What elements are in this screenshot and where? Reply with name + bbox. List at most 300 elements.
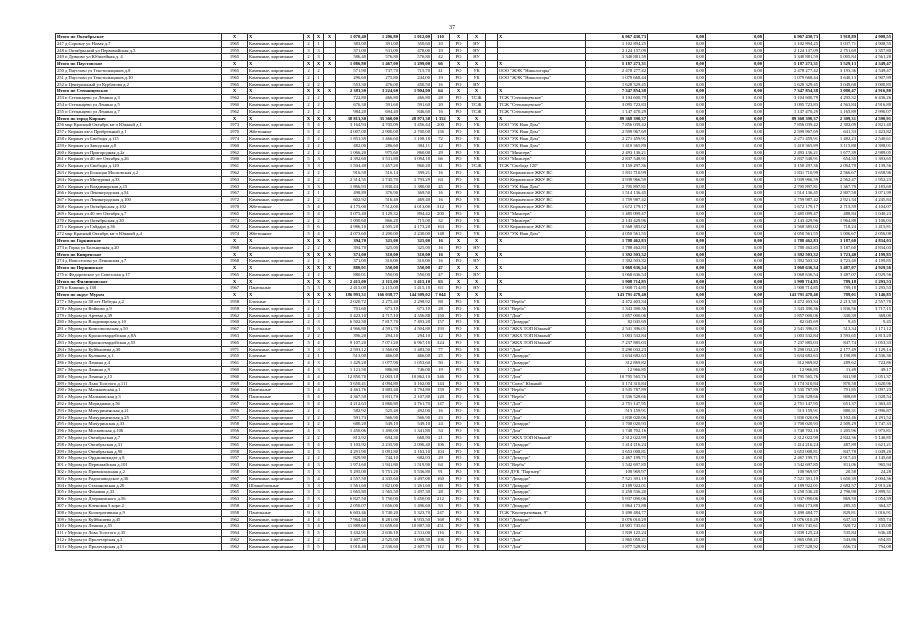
- budget-cost-cell: 0,00: [706, 183, 764, 190]
- total-cost-cell: 7 856 039,42: [586, 122, 648, 129]
- entrances-cell: 2: [314, 502, 324, 509]
- wall-material-cell: Каменные, кирпичные: [248, 339, 304, 346]
- wall-material-cell: Жбетонные: [248, 203, 304, 210]
- wall-material-cell: Каменные, кирпичные: [248, 142, 304, 149]
- entrances-cell: 2: [314, 421, 324, 428]
- year-cell: X: [222, 61, 248, 68]
- wall-material-cell: Каменные, кирпичные: [248, 210, 304, 217]
- owners-cost-cell: 3 095 723,83: [764, 101, 820, 108]
- wall-material-cell: Каменные, кирпичные: [248, 536, 304, 543]
- fund-cost-cell: 0,00: [648, 299, 706, 306]
- blank-cell: [486, 169, 498, 176]
- specific-cost-cell: 3 593,65: [820, 333, 858, 340]
- floors-cell: X: [304, 34, 314, 41]
- table-row: [56, 156, 893, 163]
- specific-cost-cell: 3 115,88: [820, 142, 858, 149]
- specific-cost-cell: 3 529,13: [820, 61, 858, 68]
- blank-cell: [486, 475, 498, 482]
- floors-cell: X: [304, 265, 314, 272]
- limit-cost-cell: 1 135,08: [858, 523, 893, 530]
- management-type-cell: ТСЖ: [468, 163, 486, 170]
- total-area-cell: 4 461,76: [336, 387, 368, 394]
- fund-method-cell: РО: [450, 509, 468, 516]
- wall-material-cell: Каменные, кирпичные: [248, 543, 304, 550]
- year-cell: 1963: [222, 176, 248, 183]
- specific-cost-cell: 2 921,34: [820, 197, 858, 204]
- mark-cell: [324, 129, 336, 136]
- private-area-cell: 566,90: [400, 414, 432, 421]
- fund-cost-cell: 0,00: [648, 197, 706, 204]
- specific-cost-cell: 2 917,43: [820, 455, 858, 462]
- total-cost-cell: 2 271 459,91: [586, 135, 648, 142]
- wall-material-cell: Каменные, кирпичные: [248, 421, 304, 428]
- table-row: [56, 387, 893, 394]
- total-cost-cell: 2 493 136,21: [586, 149, 648, 156]
- owners-cost-cell: 2 705 897,81: [764, 183, 820, 190]
- management-type-cell: ТСЖ: [468, 95, 486, 102]
- floors-cell: 5: [304, 156, 314, 163]
- specific-cost-cell: 920,72: [820, 523, 858, 530]
- management-org-cell: X: [498, 292, 586, 299]
- floors-cell: 2: [304, 149, 314, 156]
- living-area-cell: 325,00: [368, 244, 400, 251]
- table-row: [56, 149, 893, 156]
- mark-cell: [324, 509, 336, 516]
- private-area-cell: 576,80: [400, 54, 432, 61]
- management-org-cell: ООО "ЖЭК "Никологоры": [498, 67, 586, 74]
- floors-cell: X: [304, 237, 314, 244]
- registry-table-body: [56, 34, 893, 551]
- fund-method-cell: РО: [450, 469, 468, 476]
- budget-cost-cell: 0,00: [706, 265, 764, 272]
- blank-cell: [486, 516, 498, 523]
- fund-cost-cell: 0,00: [648, 210, 706, 217]
- fund-method-cell: РО: [450, 74, 468, 81]
- management-org-cell: [498, 81, 586, 88]
- table-row: [56, 163, 893, 170]
- fund-cost-cell: 0,00: [648, 61, 706, 68]
- total-cost-cell: 2 467 199,71: [586, 455, 648, 462]
- address-cell: 257 г Киржач кв-л Прибрежный д.1: [56, 129, 222, 136]
- total-area-cell: 701,60: [336, 305, 368, 312]
- specific-cost-cell: 2 382,09: [820, 122, 858, 129]
- blank-cell: [486, 502, 498, 509]
- total-cost-cell: 1 542 697,85: [586, 462, 648, 469]
- mark-cell: [324, 523, 336, 530]
- management-type-cell: УК: [468, 122, 486, 129]
- private-area-cell: 2 107,80: [400, 394, 432, 401]
- address-cell: 302 г Муром ул Привокзальная д.2: [56, 469, 222, 476]
- wall-material-cell: Каменные, кирпичные: [248, 489, 304, 496]
- owners-cost-cell: 3 104 600,79: [764, 95, 820, 102]
- management-org-cell: ООО Киржачское ЖКУ ВС: [498, 169, 586, 176]
- fund-cost-cell: 0,00: [648, 88, 706, 95]
- residents-cell: 77: [432, 346, 450, 353]
- wall-material-cell: X: [248, 278, 304, 285]
- floors-cell: 5: [304, 339, 314, 346]
- floors-cell: 2: [304, 435, 314, 442]
- management-type-cell: УК: [468, 142, 486, 149]
- table-row: [56, 224, 893, 231]
- fund-method-cell: РО: [450, 502, 468, 509]
- management-type-cell: НУ: [468, 258, 486, 265]
- mark-cell: [324, 441, 336, 448]
- management-org-cell: ООО "Дизарди": [498, 360, 586, 367]
- year-cell: 1965: [222, 489, 248, 496]
- owners-cost-cell: 4 050 561,55: [764, 231, 820, 238]
- fund-cost-cell: 0,00: [648, 101, 706, 108]
- management-org-cell: [498, 40, 586, 47]
- floors-cell: 2: [304, 108, 314, 115]
- living-area-cell: 7 512,00: [368, 203, 400, 210]
- entrances-cell: 2: [314, 142, 324, 149]
- table-row: [56, 516, 893, 523]
- table-row: [56, 326, 893, 333]
- management-org-cell: ООО "Верба": [498, 394, 586, 401]
- management-org-cell: ООО "Дизарди": [498, 516, 586, 523]
- blank-cell: [486, 346, 498, 353]
- residents-cell: 150: [432, 312, 450, 319]
- living-area-cell: 2 275,40: [368, 299, 400, 306]
- limit-cost-cell: 1 293,53: [858, 285, 893, 292]
- fund-cost-cell: 0,00: [648, 441, 706, 448]
- entrances-cell: 4: [314, 441, 324, 448]
- budget-cost-cell: 0,00: [706, 81, 764, 88]
- budget-cost-cell: 0,00: [706, 319, 764, 326]
- mark-cell: X: [324, 251, 336, 258]
- management-type-cell: УК: [468, 496, 486, 503]
- entrances-cell: 2: [314, 81, 324, 88]
- private-area-cell: 846,60: [400, 108, 432, 115]
- fund-method-cell: РО: [450, 428, 468, 435]
- mark-cell: [324, 319, 336, 326]
- blank-cell: [486, 394, 498, 401]
- limit-cost-cell: 4 916,80: [858, 101, 893, 108]
- fund-cost-cell: 0,00: [648, 482, 706, 489]
- total-area-cell: 5 423,10: [336, 312, 368, 319]
- owners-cost-cell: 1 628 329,45: [764, 81, 820, 88]
- address-cell: 276 п Кашино д.138: [56, 285, 222, 292]
- wall-material-cell: Панельные: [248, 509, 304, 516]
- owners-cost-cell: 1 392 503,32: [764, 251, 820, 258]
- management-org-cell: ООО "УК Наш Дом": [498, 122, 586, 129]
- fund-method-cell: РО: [450, 462, 468, 469]
- blank-cell: [486, 462, 498, 469]
- private-area-cell: 1 415,10: [400, 285, 432, 292]
- mark-cell: [324, 516, 336, 523]
- mark-cell: [324, 285, 336, 292]
- wall-material-cell: Каменные, кирпичные: [248, 40, 304, 47]
- wall-material-cell: Блочные: [248, 353, 304, 360]
- owners-cost-cell: 1 414 216,24: [764, 441, 820, 448]
- mark-cell: [324, 530, 336, 537]
- blank-cell: [486, 176, 498, 183]
- private-area-cell: 144 309,02: [400, 292, 432, 299]
- living-area-cell: 737,70: [368, 67, 400, 74]
- total-cost-cell: 1 410 365,89: [586, 142, 648, 149]
- specific-cost-cell: 2 213,30: [820, 299, 858, 306]
- owners-cost-cell: 2 143 429,96: [764, 217, 820, 224]
- management-org-cell: ООО "УК Наш Дом": [498, 183, 586, 190]
- fund-cost-cell: 0,00: [648, 258, 706, 265]
- owners-cost-cell: 1 839 125,24: [764, 530, 820, 537]
- residents-cell: 31: [432, 163, 450, 170]
- entrances-cell: 2: [314, 455, 324, 462]
- residents-cell: 63: [432, 285, 450, 292]
- mark-cell: [324, 163, 336, 170]
- year-cell: 1965: [222, 441, 248, 448]
- floors-cell: 2: [304, 455, 314, 462]
- total-cost-cell: 89 368 390,37: [586, 115, 648, 122]
- wall-material-cell: Каменные, кирпичные: [248, 496, 304, 503]
- limit-cost-cell: 2 056,08: [858, 231, 893, 238]
- address-cell: Итого по Горкинское: [56, 237, 222, 244]
- table-row: [56, 40, 893, 47]
- residents-cell: 23: [432, 414, 450, 421]
- management-type-cell: УК: [468, 326, 486, 333]
- residents-cell: 60: [432, 482, 450, 489]
- owners-cost-cell: 5 937 090,06: [764, 496, 820, 503]
- budget-cost-cell: 0,00: [706, 496, 764, 503]
- mark-cell: [324, 210, 336, 217]
- floors-cell: 3: [304, 47, 314, 54]
- wall-material-cell: Каменные, кирпичные: [248, 190, 304, 197]
- specific-cost-cell: 2 562,47: [820, 176, 858, 183]
- table-row: [56, 455, 893, 462]
- blank-cell: [486, 339, 498, 346]
- fund-method-cell: РО: [450, 489, 468, 496]
- limit-cost-cell: 3 747,33: [858, 421, 893, 428]
- table-row: [56, 509, 893, 516]
- residents-cell: 168: [432, 516, 450, 523]
- table-row: [56, 421, 893, 428]
- entrances-cell: X: [314, 115, 324, 122]
- living-area-cell: 671,10: [368, 305, 400, 312]
- year-cell: 1958: [222, 448, 248, 455]
- total-cost-cell: 1 102 894,25: [586, 40, 648, 47]
- total-area-cell: 591,73: [336, 414, 368, 421]
- year-cell: 1966: [222, 394, 248, 401]
- table-row: [56, 197, 893, 204]
- specific-cost-cell: 3 918,89: [820, 34, 858, 41]
- living-area-cell: 4 094,80: [368, 380, 400, 387]
- entrances-cell: X: [314, 292, 324, 299]
- private-area-cell: 1 497,30: [400, 489, 432, 496]
- year-cell: 1960: [222, 367, 248, 374]
- fund-cost-cell: 0,00: [648, 414, 706, 421]
- wall-material-cell: Панельные: [248, 394, 304, 401]
- owners-cost-cell: 1 102 894,25: [764, 40, 820, 47]
- year-cell: 1964: [222, 530, 248, 537]
- address-cell: 277 г Муром ул 30 лет Победы д.2: [56, 299, 222, 306]
- private-area-cell: 549,10: [400, 421, 432, 428]
- specific-cost-cell: 3 187,60: [820, 244, 858, 251]
- mark-cell: [324, 339, 336, 346]
- living-area-cell: 1 457,20: [368, 163, 400, 170]
- year-cell: X: [222, 265, 248, 272]
- residents-cell: 12: [432, 142, 450, 149]
- private-area-cell: 5 323,70: [400, 509, 432, 516]
- blank-cell: [486, 312, 498, 319]
- budget-cost-cell: 0,00: [706, 523, 764, 530]
- blank-cell: [486, 224, 498, 231]
- private-area-cell: 1 261,60: [400, 482, 432, 489]
- mark-cell: [324, 142, 336, 149]
- year-cell: 1956: [222, 428, 248, 435]
- wall-material-cell: Каменные, кирпичные: [248, 81, 304, 88]
- table-row: [56, 81, 893, 88]
- total-cost-cell: 1 003 532,84: [586, 333, 648, 340]
- limit-cost-cell: 1 393,65: [858, 156, 893, 163]
- mark-cell: [324, 469, 336, 476]
- budget-cost-cell: 0,00: [706, 455, 764, 462]
- owners-cost-cell: 7 237 885,03: [764, 339, 820, 346]
- address-cell: 254 п Степанцево ул Ленина д.5: [56, 101, 222, 108]
- fund-method-cell: РО: [450, 101, 468, 108]
- floors-cell: 2: [304, 258, 314, 265]
- owners-cost-cell: 1 343 390,36: [764, 305, 820, 312]
- blank-cell: [486, 237, 498, 244]
- management-type-cell: УК: [468, 312, 486, 319]
- address-cell: 296 г Муром ул Московская д.106: [56, 428, 222, 435]
- budget-cost-cell: 0,00: [706, 414, 764, 421]
- blank-cell: [486, 305, 498, 312]
- blank-cell: [486, 401, 498, 408]
- residents-cell: 64: [432, 176, 450, 183]
- owners-cost-cell: 1 392 503,32: [764, 258, 820, 265]
- management-org-cell: ТСЖ "Степанцевское": [498, 108, 586, 115]
- residents-cell: 16: [432, 108, 450, 115]
- year-cell: 1974: [222, 231, 248, 238]
- specific-cost-cell: 1 205,96: [820, 428, 858, 435]
- address-cell: 247 д Сорокоу ул Новая д.7: [56, 40, 222, 47]
- floors-cell: 4: [304, 373, 314, 380]
- fund-cost-cell: 0,00: [648, 122, 706, 129]
- wall-material-cell: Каменные, кирпичные: [248, 95, 304, 102]
- blank-cell: [486, 496, 498, 503]
- residents-cell: 110: [432, 34, 450, 41]
- mark-cell: [324, 203, 336, 210]
- wall-material-cell: Каменные, кирпичные: [248, 108, 304, 115]
- total-area-cell: 553,30: [336, 81, 368, 88]
- fund-method-cell: РО: [450, 312, 468, 319]
- entrances-cell: 2: [314, 312, 324, 319]
- fund-method-cell: РО: [450, 224, 468, 231]
- blank-cell: [486, 489, 498, 496]
- owners-cost-cell: 3 939 966,59: [764, 176, 820, 183]
- fund-cost-cell: 0,00: [648, 475, 706, 482]
- address-cell: 261 г Киржач ул 40 лет Октября д.26: [56, 156, 222, 163]
- specific-cost-cell: 487,89: [820, 441, 858, 448]
- residents-cell: 1 352: [432, 115, 450, 122]
- limit-cost-cell: 722,86: [858, 360, 893, 367]
- limit-cost-cell: 49,17: [858, 367, 893, 374]
- total-area-cell: 383,00: [336, 40, 368, 47]
- blank-cell: [486, 326, 498, 333]
- owners-cost-cell: 3 174 310,84: [764, 380, 820, 387]
- year-cell: 1965: [222, 54, 248, 61]
- owners-cost-cell: 1 542 697,85: [764, 462, 820, 469]
- table-row: [56, 258, 893, 265]
- table-row: [56, 244, 893, 251]
- budget-cost-cell: 0,00: [706, 67, 764, 74]
- limit-cost-cell: 1 028,54: [858, 394, 893, 401]
- owners-cost-cell: 7 347 854,38: [764, 88, 820, 95]
- entrances-cell: 4: [314, 523, 324, 530]
- owners-cost-cell: 7 856 039,42: [764, 122, 820, 129]
- management-type-cell: УК: [468, 190, 486, 197]
- budget-cost-cell: 0,00: [706, 271, 764, 278]
- entrances-cell: 3: [314, 163, 324, 170]
- wall-material-cell: Каменные, кирпичные: [248, 217, 304, 224]
- management-type-cell: УК: [468, 129, 486, 136]
- floors-cell: 5: [304, 231, 314, 238]
- table-total-row: [56, 292, 893, 299]
- table-row: [56, 169, 893, 176]
- mark-cell: [324, 54, 336, 61]
- floors-cell: 2: [304, 169, 314, 176]
- address-cell: 309 г Муром ул Куйбышева д.45: [56, 516, 222, 523]
- management-type-cell: УК: [468, 183, 486, 190]
- residents-cell: 20: [432, 101, 450, 108]
- fund-cost-cell: 0,00: [648, 149, 706, 156]
- address-cell: Итого по округ Муром: [56, 292, 222, 299]
- living-area-cell: 2 525,00: [368, 536, 400, 543]
- table-row: [56, 108, 893, 115]
- management-type-cell: УК: [468, 231, 486, 238]
- wall-material-cell: Каменные, кирпичные: [248, 156, 304, 163]
- management-type-cell: УК: [468, 530, 486, 537]
- limit-cost-cell: 4 561,28: [858, 54, 893, 61]
- year-cell: 1965: [222, 339, 248, 346]
- total-area-cell: 396,20: [336, 333, 368, 340]
- management-type-cell: НУ: [468, 81, 486, 88]
- blank-cell: [486, 251, 498, 258]
- owners-cost-cell: 1 708 020,93: [764, 421, 820, 428]
- residents-cell: 163: [432, 224, 450, 231]
- mark-cell: [324, 190, 336, 197]
- residents-cell: 157: [432, 319, 450, 326]
- management-type-cell: УК: [468, 176, 486, 183]
- residents-cell: 64: [432, 462, 450, 469]
- total-cost-cell: 1 830 020,06: [586, 414, 648, 421]
- wall-material-cell: Панельные: [248, 326, 304, 333]
- budget-cost-cell: 0,00: [706, 176, 764, 183]
- owners-cost-cell: 3 340 881,59: [764, 54, 820, 61]
- fund-cost-cell: 0,00: [648, 326, 706, 333]
- year-cell: 1960: [222, 373, 248, 380]
- total-area-cell: 3 650,41: [336, 380, 368, 387]
- fund-method-cell: РО: [450, 258, 468, 265]
- entrances-cell: 3: [314, 482, 324, 489]
- living-area-cell: 5 091,80: [368, 448, 400, 455]
- budget-cost-cell: 0,00: [706, 88, 764, 95]
- total-area-cell: 1 121,50: [336, 367, 368, 374]
- total-area-cell: 371,00: [336, 47, 368, 54]
- blank-cell: [486, 536, 498, 543]
- table-row: [56, 183, 893, 190]
- living-area-cell: 975,60: [368, 149, 400, 156]
- wall-material-cell: X: [248, 88, 304, 95]
- entrances-cell: 3: [314, 326, 324, 333]
- management-type-cell: УК: [468, 455, 486, 462]
- floors-cell: 5: [304, 129, 314, 136]
- limit-cost-cell: 4 907,99: [858, 74, 893, 81]
- total-cost-cell: 12 966,85: [586, 367, 648, 374]
- table-row: [56, 407, 893, 414]
- specific-cost-cell: 847,78: [820, 448, 858, 455]
- address-cell: 273 п Горка ул Больничная д.20: [56, 244, 222, 251]
